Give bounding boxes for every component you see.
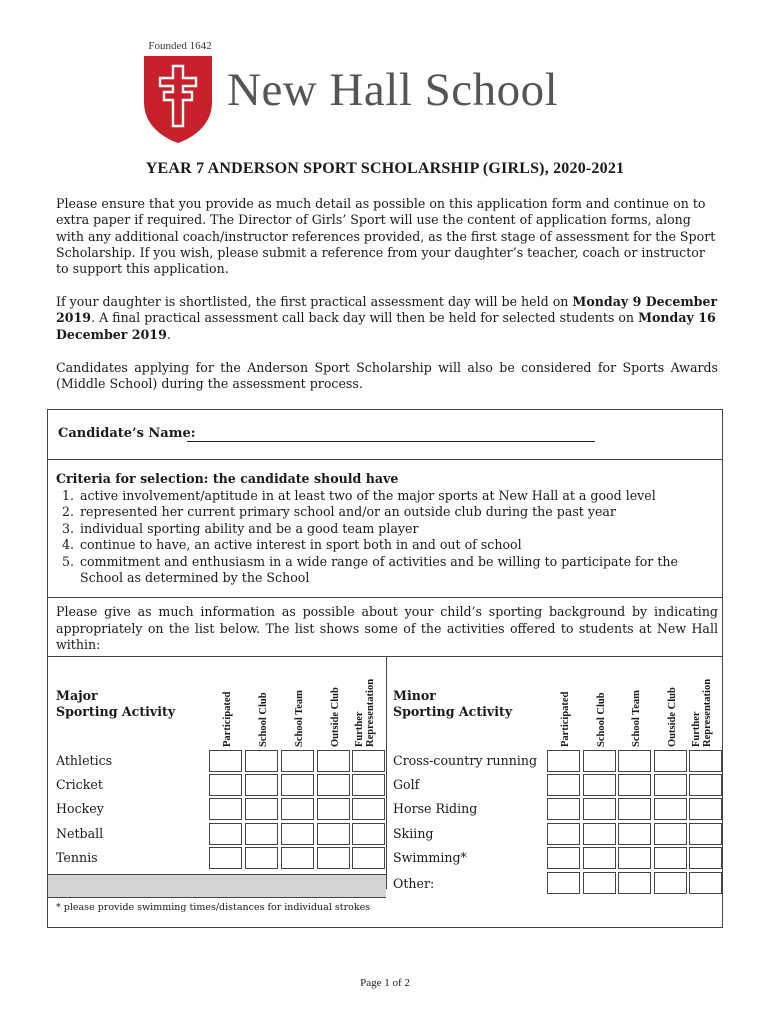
major-activity-checkbox[interactable] bbox=[209, 847, 242, 869]
minor-activity-label: Swimming* bbox=[393, 850, 467, 865]
major-activity-checkbox[interactable] bbox=[209, 774, 242, 796]
intro-paragraph-3: Candidates applying for the Anderson Sport Scholarship will also be considered for Sports Awards (Middle School) during the assessment process. bbox=[56, 360, 718, 392]
col-school-club-header: School Club bbox=[596, 692, 607, 747]
minor-activity-checkbox[interactable] bbox=[654, 823, 687, 845]
major-activity-checkbox[interactable] bbox=[281, 750, 314, 772]
minor-activity-checkbox[interactable] bbox=[654, 872, 687, 894]
minor-activity-checkbox[interactable] bbox=[583, 798, 616, 820]
major-activity-checkbox[interactable] bbox=[209, 798, 242, 820]
major-activity-checkbox[interactable] bbox=[245, 774, 278, 796]
major-activity-checkbox[interactable] bbox=[245, 823, 278, 845]
major-activity-checkbox[interactable] bbox=[352, 750, 385, 772]
minor-activity-checkbox[interactable] bbox=[583, 847, 616, 869]
criteria-item: 3. individual sporting ability and be a good team player bbox=[78, 521, 718, 538]
criteria-item: 2. represented her current primary school and/or an outside club during the past year bbox=[78, 504, 718, 521]
major-activity-checkbox[interactable] bbox=[281, 823, 314, 845]
minor-activity-checkbox[interactable] bbox=[547, 823, 580, 845]
minor-activity-checkbox[interactable] bbox=[547, 774, 580, 796]
page-title: YEAR 7 ANDERSON SPORT SCHOLARSHIP (GIRLS), 2020-2021 bbox=[145, 160, 625, 177]
major-activity-checkbox[interactable] bbox=[352, 823, 385, 845]
major-activity-checkbox[interactable] bbox=[317, 774, 350, 796]
minor-activity-checkbox[interactable] bbox=[583, 750, 616, 772]
minor-activity-checkbox[interactable] bbox=[618, 847, 651, 869]
minor-activity-checkbox[interactable] bbox=[547, 750, 580, 772]
major-activity-checkbox[interactable] bbox=[281, 798, 314, 820]
col-school-team-header: School Team bbox=[294, 690, 305, 747]
minor-activity-checkbox[interactable] bbox=[689, 823, 722, 845]
minor-activity-checkbox[interactable] bbox=[689, 847, 722, 869]
col-school-team-header: School Team bbox=[631, 690, 642, 747]
page-number: Page 1 of 2 bbox=[360, 977, 410, 989]
major-activity-checkbox[interactable] bbox=[281, 774, 314, 796]
criteria-item: 1. active involvement/aptitude in at least two of the major sports at New Hall at a good level bbox=[78, 488, 718, 505]
minor-activity-label: Skiing bbox=[393, 826, 434, 841]
major-activity-checkbox[interactable] bbox=[352, 798, 385, 820]
major-activity-checkbox[interactable] bbox=[245, 798, 278, 820]
col-further-representation-header: Further Representation bbox=[354, 678, 376, 747]
school-name: New Hall School bbox=[227, 64, 559, 116]
major-activity-label: Netball bbox=[56, 826, 104, 841]
minor-activity-checkbox[interactable] bbox=[583, 872, 616, 894]
major-activity-checkbox[interactable] bbox=[317, 823, 350, 845]
minor-activity-checkbox[interactable] bbox=[583, 823, 616, 845]
criteria-heading: Criteria for selection: the candidate should have bbox=[56, 471, 399, 486]
minor-activity-label: Cross-country running bbox=[393, 753, 538, 768]
minor-sporting-heading: Minor Sporting Activity bbox=[393, 688, 513, 719]
minor-activity-label: Horse Riding bbox=[393, 801, 478, 816]
criteria-item: 5. commitment and enthusiasm in a wide range of activities and be willing to participate for the School as determined by the School bbox=[78, 554, 718, 587]
major-activity-checkbox[interactable] bbox=[245, 847, 278, 869]
major-activity-checkbox[interactable] bbox=[352, 774, 385, 796]
minor-activity-checkbox[interactable] bbox=[654, 847, 687, 869]
major-activity-checkbox[interactable] bbox=[317, 847, 350, 869]
major-activity-label: Hockey bbox=[56, 801, 104, 816]
minor-activity-checkbox[interactable] bbox=[618, 750, 651, 772]
minor-activity-checkbox[interactable] bbox=[547, 847, 580, 869]
criteria-item: 4. continue to have, an active interest in sport both in and out of school bbox=[78, 537, 718, 554]
minor-activity-checkbox[interactable] bbox=[547, 798, 580, 820]
activity-checkbox-grid bbox=[48, 410, 724, 929]
major-activity-label: Cricket bbox=[56, 777, 103, 792]
minor-activity-label: Golf bbox=[393, 777, 420, 792]
minor-activity-label: Other: bbox=[393, 876, 435, 891]
major-activity-label: Tennis bbox=[56, 850, 98, 865]
minor-activity-checkbox[interactable] bbox=[654, 774, 687, 796]
minor-activity-checkbox[interactable] bbox=[654, 750, 687, 772]
candidate-name-label: Candidate’s Name: bbox=[58, 426, 196, 441]
major-activity-label: Athletics bbox=[56, 753, 113, 768]
founded-text: Founded 1642 bbox=[148, 40, 212, 52]
minor-activity-checkbox[interactable] bbox=[547, 872, 580, 894]
sporting-background-instructions: Please give as much information as possible about your child’s sporting background by indicating appropriately on the list below. The list shows some of the activities offered to students at New Hall within: bbox=[56, 604, 718, 652]
minor-activity-checkbox[interactable] bbox=[654, 798, 687, 820]
minor-activity-checkbox[interactable] bbox=[689, 774, 722, 796]
intro-paragraph-1: Please ensure that you provide as much detail as possible on this application form and continue on to extra paper if required. The Director of Girls’ Sport will use the content of application forms, along with any additional coach/instructor references provided, as the first stage of assessment for the Sport Scholarship. If you wish, please submit a reference from your daughter’s teacher, coach or instructor to support this application. bbox=[56, 196, 716, 277]
col-participated-header: Participated bbox=[222, 691, 233, 747]
col-school-club-header: School Club bbox=[258, 692, 269, 747]
minor-activity-checkbox[interactable] bbox=[689, 750, 722, 772]
shield-cross-icon bbox=[142, 54, 214, 144]
swimming-footnote: * please provide swimming times/distances for individual strokes bbox=[56, 902, 371, 913]
minor-activity-checkbox[interactable] bbox=[618, 798, 651, 820]
col-outside-club-header: Outside Club bbox=[330, 687, 341, 747]
minor-activity-checkbox[interactable] bbox=[689, 872, 722, 894]
minor-activity-checkbox[interactable] bbox=[618, 823, 651, 845]
application-form bbox=[47, 409, 723, 928]
major-activity-checkbox[interactable] bbox=[209, 823, 242, 845]
major-activity-checkbox[interactable] bbox=[245, 750, 278, 772]
major-activity-checkbox[interactable] bbox=[281, 847, 314, 869]
major-activity-checkbox[interactable] bbox=[317, 798, 350, 820]
major-sporting-heading: Major Sporting Activity bbox=[56, 688, 176, 719]
minor-activity-checkbox[interactable] bbox=[618, 872, 651, 894]
col-further-representation-header: Further Representation bbox=[691, 678, 713, 747]
minor-activity-checkbox[interactable] bbox=[583, 774, 616, 796]
minor-activity-checkbox[interactable] bbox=[618, 774, 651, 796]
col-participated-header: Participated bbox=[560, 691, 571, 747]
major-activity-checkbox[interactable] bbox=[209, 750, 242, 772]
major-activity-checkbox[interactable] bbox=[352, 847, 385, 869]
intro-paragraph-2: If your daughter is shortlisted, the first practical assessment day will be held on Monday 9 December 2019. A final practical assessment call back day will then be held for selected students on Monday 16 December 2019. bbox=[56, 294, 718, 342]
col-outside-club-header: Outside Club bbox=[667, 687, 678, 747]
major-activity-checkbox[interactable] bbox=[317, 750, 350, 772]
minor-activity-checkbox[interactable] bbox=[689, 798, 722, 820]
